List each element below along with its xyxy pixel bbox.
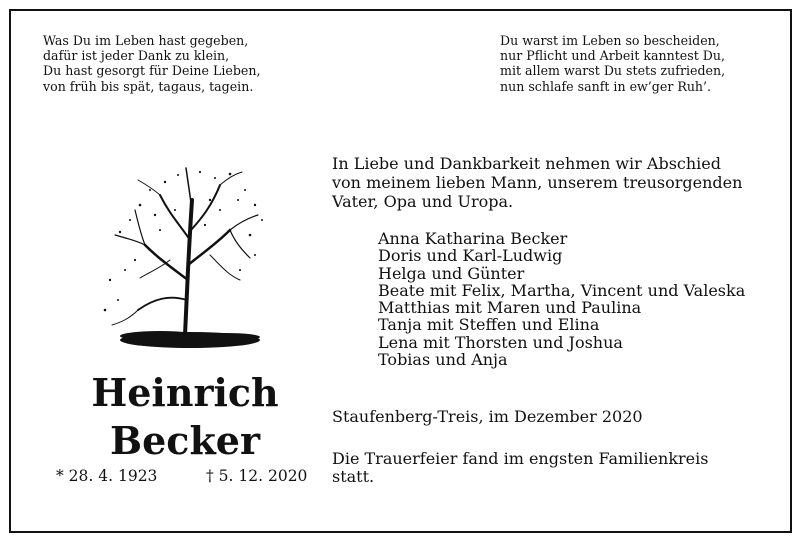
mourner-item: Tanja mit Steffen und Elina bbox=[378, 315, 600, 335]
verse-left-line: von früh bis spät, tagaus, tagein. bbox=[43, 78, 254, 94]
funeral-note-line: Die Trauerfeier fand im engsten Familienkreis bbox=[332, 449, 709, 468]
verse-right bbox=[500, 33, 725, 94]
farewell-intro bbox=[332, 154, 742, 211]
funeral-note bbox=[332, 450, 708, 486]
mourner-item: Helga und Günter bbox=[378, 263, 525, 283]
funeral-note-line: statt. bbox=[332, 467, 375, 486]
death-date: † 5. 12. 2020 bbox=[206, 467, 308, 485]
mourner-item: Anna Katharina Becker bbox=[378, 229, 568, 248]
mourner-item: Beate mit Felix, Martha, Vincent und Valeska bbox=[378, 280, 746, 300]
mourner-item: Matthias mit Maren und Paulina bbox=[378, 298, 642, 318]
place-and-date: Staufenberg-Treis, im Dezember 2020 bbox=[332, 407, 643, 426]
intro-line: Vater, Opa und Uropa. bbox=[332, 192, 514, 211]
birth-date: * 28. 4. 1923 bbox=[56, 467, 158, 485]
intro-line: In Liebe und Dankbarkeit nehmen wir Abschied bbox=[332, 154, 722, 173]
verse-left bbox=[43, 33, 260, 94]
verse-left-line: dafür ist jeder Dank zu klein, bbox=[43, 48, 230, 64]
mourner-item: Doris und Karl-Ludwig bbox=[378, 246, 563, 266]
verse-right-line: mit allem warst Du stets zufrieden, bbox=[500, 63, 726, 79]
deceased-first-name: Heinrich bbox=[91, 370, 279, 415]
mourner-item: Tobias und Anja bbox=[378, 350, 508, 370]
mourner-item: Lena mit Thorsten und Joshua bbox=[378, 332, 623, 352]
verse-right-line: Du warst im Leben so bescheiden, bbox=[500, 33, 720, 48]
tree-illustration-icon bbox=[90, 160, 280, 360]
verse-left-line: Was Du im Leben hast gegeben, bbox=[43, 33, 249, 48]
deceased-last-name: Becker bbox=[110, 418, 260, 463]
mourners-list bbox=[378, 230, 745, 368]
intro-line: von meinem lieben Mann, unserem treusorgenden bbox=[332, 173, 743, 192]
verse-right-line: nun schlafe sanft in ew’ger Ruh’. bbox=[500, 78, 712, 94]
verse-left-line: Du hast gesorgt für Deine Lieben, bbox=[43, 63, 261, 79]
verse-right-line: nur Pflicht und Arbeit kanntest Du, bbox=[500, 48, 725, 64]
